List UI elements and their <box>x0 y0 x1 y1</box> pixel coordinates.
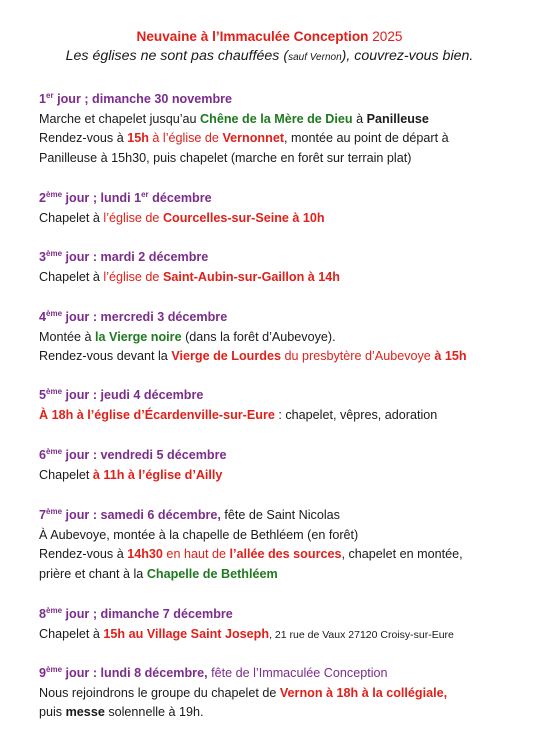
day-7-line-2: Rendez-vous à 14h30 en haut de l’allée des sources, chapelet en montée, <box>39 547 463 561</box>
day-1-line-3: Panilleuse à 15h30, puis chapelet (marche en forêt sur terrain plat) <box>39 150 412 165</box>
day-8-line-1: Chapelet à 15h au Village Saint Joseph, 21 rue de Vaux 27120 Croisy-sur-Eure <box>39 626 454 641</box>
day-4-heading: 4ème jour : mercredi 3 décembre <box>39 309 228 324</box>
page-title <box>0 28 539 46</box>
day-2-heading: 2ème jour ; lundi 1er décembre <box>39 190 212 205</box>
day-9-section <box>39 664 519 723</box>
day-5-section <box>39 386 519 425</box>
day-9-heading: 9ème jour : lundi 8 décembre, fête de l’Immaculée Conception <box>39 665 388 680</box>
day-5-line-1: À 18h à l’église d’Écardenville-sur-Eure : chapelet, vêpres, adoration <box>39 407 438 422</box>
day-1-line-1: Marche et chapelet jusqu’au Chêne de la Mère de Dieu à Panilleuse <box>39 111 429 126</box>
day-8-section <box>39 605 519 645</box>
day-7-line-3: prière et chant à la Chapelle de Bethléem <box>39 566 278 581</box>
subtitle-small: sauf Vernon <box>288 52 342 63</box>
day-7-heading: 7ème jour : samedi 6 décembre, fête de Saint Nicolas <box>39 507 340 522</box>
day-2-section <box>39 189 519 228</box>
day-2-line-1: Chapelet à l’église de Courcelles-sur-Seine à 10h <box>39 210 325 225</box>
title-main: Neuvaine à l’Immaculée Conception <box>136 29 369 44</box>
day-7-section <box>39 506 519 584</box>
page-subtitle <box>0 46 539 68</box>
day-6-line-1: Chapelet à 11h à l’église d’Ailly <box>39 467 223 482</box>
day-1-line-2: Rendez-vous à 15h à l’église de Vernonnet, montée au point de départ à <box>39 131 449 145</box>
day-1-heading: 1er jour ; dimanche 30 novembre <box>39 91 233 106</box>
day-7-line-1: À Aubevoye, montée à la chapelle de Bethléem (en forêt) <box>39 527 359 542</box>
day-6-section <box>39 446 519 485</box>
day-4-line-2: Rendez-vous devant la Vierge de Lourdes du presbytère d’Aubevoye à 15h <box>39 349 467 363</box>
day-3-heading: 3ème jour : mardi 2 décembre <box>39 249 209 264</box>
day-9-line-2: puis messe solennelle à 19h. <box>39 705 204 719</box>
day-5-heading: 5ème jour : jeudi 4 décembre <box>39 387 204 402</box>
day-1-section <box>39 90 519 168</box>
day-6-heading: 6ème jour : vendredi 5 décembre <box>39 447 227 462</box>
day-4-section <box>39 308 519 367</box>
subtitle-part1: Les églises ne sont pas chauffées ( <box>65 48 289 64</box>
day-9-line-1: Nous rejoindrons le groupe du chapelet de Vernon à 18h à la collégiale, <box>39 685 448 700</box>
day-3-section <box>39 248 519 287</box>
day-4-line-1: Montée à la Vierge noire (dans la forêt d’Aubevoye). <box>39 329 336 344</box>
subtitle-part2: ), couvrez-vous bien. <box>341 48 474 64</box>
title-year: 2025 <box>372 29 403 44</box>
day-3-line-1: Chapelet à l’église de Saint-Aubin-sur-Gaillon à 14h <box>39 269 340 284</box>
day-8-heading: 8ème jour ; dimanche 7 décembre <box>39 606 233 621</box>
